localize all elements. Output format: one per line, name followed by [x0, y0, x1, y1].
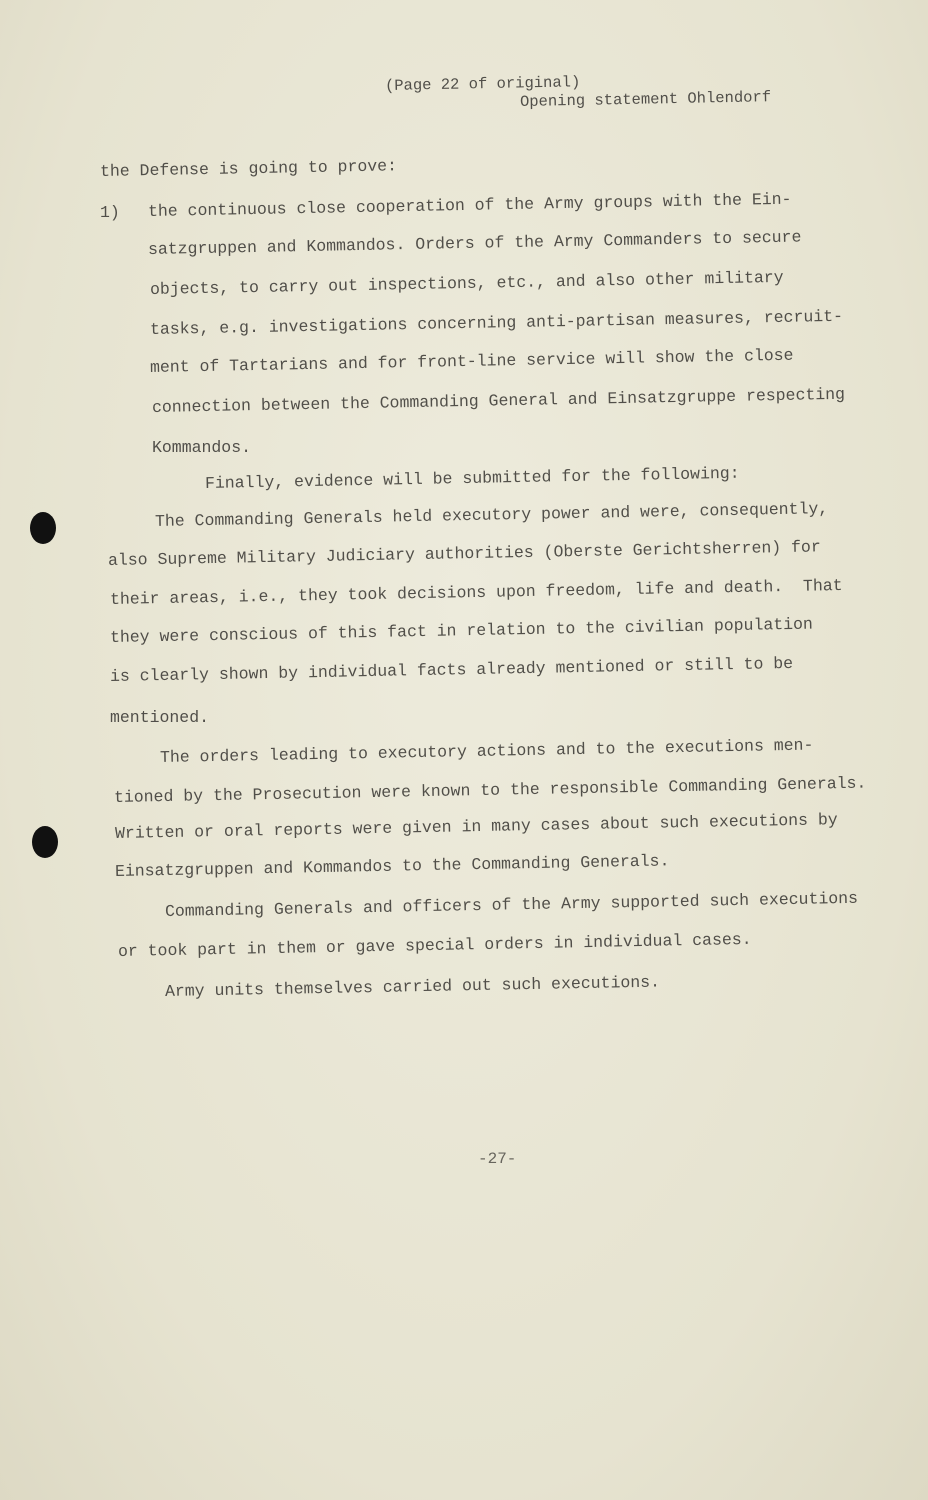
text-line: Kommandos. [152, 438, 252, 457]
intro-line: the Defense is going to prove: [99, 156, 398, 181]
text-line: Commanding Generals and officers of the Army supported such executions [164, 888, 859, 921]
item-number: 1) [100, 203, 120, 222]
text-line: The Commanding Generals held executory power and were, consequently, [154, 499, 829, 531]
text-line: Army units themselves carried out such executions. [164, 972, 661, 1001]
text-line: ment of Tartarians and for front-line service will show the close [149, 345, 794, 377]
document-title: Opening statement Ohlendorf [519, 88, 772, 111]
text-line: or took part in them or gave special orders in individual cases. [117, 929, 752, 961]
text-line: satzgruppen and Kommandos. Orders of the Army Commanders to secure [147, 227, 802, 259]
page-number: -27- [478, 1150, 517, 1168]
text-line: also Supreme Military Judiciary authorities (Oberste Gerichtsherren) for [107, 537, 821, 570]
text-line: Finally, evidence will be submitted for the following: [204, 463, 740, 493]
punch-hole [30, 512, 56, 544]
text-line: The orders leading to executory actions and to the executions men- [159, 735, 814, 767]
text-line: Einsatzgruppen and Kommandos to the Commanding Generals. [114, 851, 670, 881]
text-line: their areas, i.e., they took decisions upon freedom, life and death. That [109, 575, 843, 609]
text-line: Written or oral reports were given in many cases about such executions by [114, 810, 838, 843]
text-line: tasks, e.g. investigations concerning anti-partisan measures, recruit- [149, 306, 844, 339]
text-line: mentioned. [110, 708, 210, 727]
punch-hole [32, 826, 58, 858]
text-line: connection between the Commanding General and Einsatzgruppe respecting [151, 384, 846, 417]
page-reference: (Page 22 of original) [384, 73, 581, 95]
text-line: tioned by the Prosecution were known to the responsible Commanding Generals. [113, 773, 867, 807]
text-line: objects, to carry out inspections, etc., and also other military [149, 267, 784, 299]
text-line: is clearly shown by individual facts already mentioned or still to be [109, 653, 794, 686]
text-line: the continuous close cooperation of the Army groups with the Ein- [147, 189, 792, 221]
text-line: they were conscious of this fact in relation to the civilian population [109, 614, 814, 647]
